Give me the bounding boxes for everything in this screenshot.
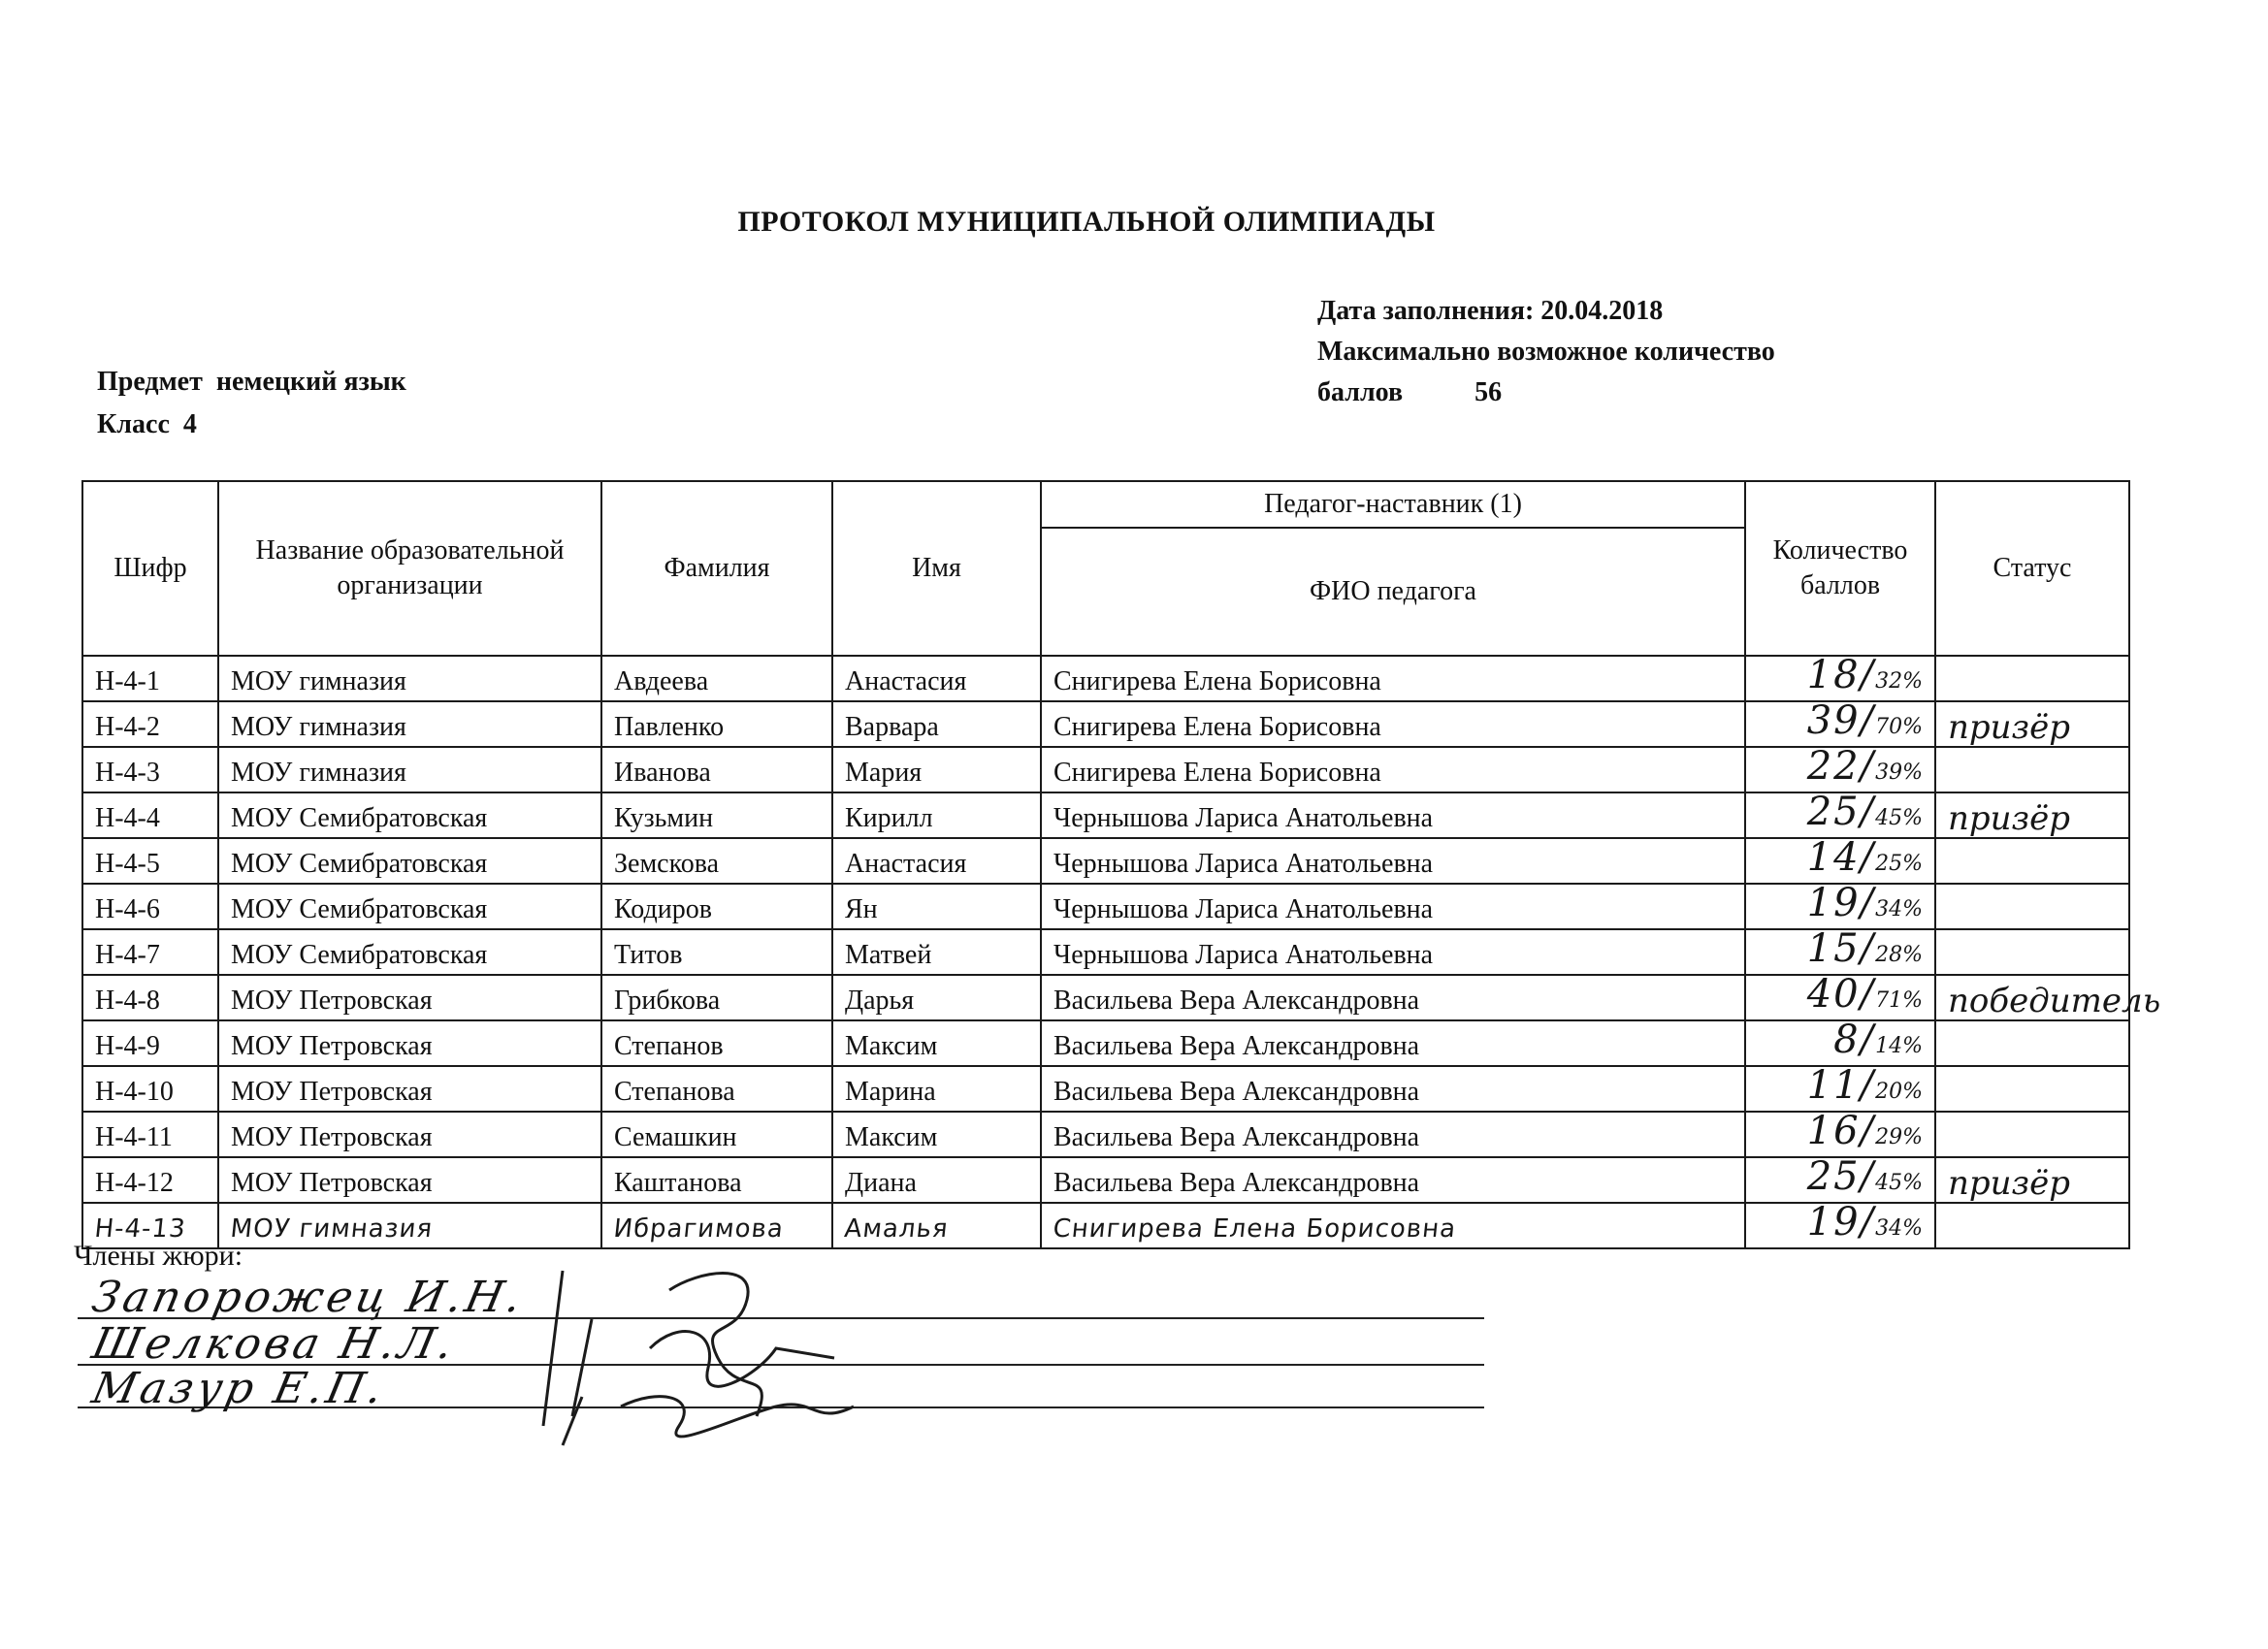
cell-score (1745, 1200, 1935, 1248)
cell-mentor: Снигирева Елена Борисовна (1041, 747, 1745, 792)
score-value: 8 (1833, 1018, 1861, 1062)
subject-label: Предмет (97, 367, 203, 397)
cell-status: призёр (1935, 792, 2129, 838)
cell-org: МОУ гимназия (218, 747, 601, 792)
jury-member-1: Запорожец И.Н. (87, 1273, 531, 1322)
score-percent: 70% (1875, 715, 1923, 739)
score-value: 25 (1806, 1154, 1861, 1199)
cell-surname: Земскова (601, 838, 832, 884)
cell-org: МОУ Семибратовская (218, 792, 601, 838)
score-separator: / (1860, 1200, 1876, 1245)
score-percent: 39% (1875, 760, 1923, 785)
score-value: 25 (1806, 790, 1861, 834)
cell-status: призёр (1935, 1157, 2129, 1203)
cell-surname: Кузьмин (601, 792, 832, 838)
cell-code: Н-4-6 (82, 884, 218, 929)
cell-surname: Степанова (601, 1066, 832, 1112)
score-value: 22 (1806, 744, 1861, 789)
max-points-label-line2: баллов (1317, 377, 1404, 407)
cell-code: Н-4-2 (82, 701, 218, 747)
cell-mentor: Снигирева Елена Борисовна (1041, 701, 1745, 747)
score-separator: / (1860, 653, 1876, 697)
cell-score (1745, 744, 1935, 792)
results-body (82, 653, 2161, 1248)
score-value: 14 (1806, 835, 1861, 880)
cell-name: Варвара (832, 701, 1041, 747)
cell-name: Максим (832, 1112, 1041, 1157)
score-separator: / (1860, 881, 1876, 925)
cell-code: Н-4-3 (82, 747, 218, 792)
score-percent: 28% (1875, 943, 1923, 967)
cell-code: Н-4-5 (82, 838, 218, 884)
table-row (82, 792, 2129, 838)
score-value: 19 (1806, 1200, 1861, 1245)
header-org: Название образовательной организации (218, 481, 601, 656)
cell-code: Н-4-8 (82, 975, 218, 1020)
cell-org: МОУ гимназия (216, 1203, 604, 1248)
cell-surname: Авдеева (601, 656, 832, 701)
cell-org: МОУ гимназия (218, 656, 601, 701)
grade-value: 4 (182, 409, 197, 439)
score-percent: 71% (1875, 988, 1923, 1013)
grade-label: Класс (97, 409, 170, 439)
cell-org: МОУ Петровская (218, 1157, 601, 1203)
header-mentor-group: Педагог-наставник (1) (1041, 481, 1745, 528)
cell-name: Дарья (832, 975, 1041, 1020)
cell-score (1745, 972, 1935, 1020)
score-separator: / (1860, 1063, 1876, 1108)
score-value: 19 (1806, 881, 1861, 925)
table-row (82, 975, 2129, 1020)
cell-code: Н-4-13 (81, 1203, 221, 1248)
subject (97, 361, 406, 404)
cell-status: призёр (1935, 701, 2129, 747)
cell-score (1745, 653, 1935, 701)
jury-signatures-icon (78, 1261, 1484, 1455)
header-name: Имя (832, 481, 1041, 656)
date-value: 20.04.2018 (1540, 296, 1664, 326)
score-separator: / (1860, 835, 1876, 880)
score-percent: 14% (1875, 1034, 1923, 1058)
cell-org: МОУ Петровская (218, 1066, 601, 1112)
score-percent: 45% (1875, 1171, 1923, 1195)
table-row (82, 929, 2129, 975)
cell-status (1935, 1066, 2129, 1112)
header-surname: Фамилия (601, 481, 832, 656)
cell-surname: Каштанова (601, 1157, 832, 1203)
results-table (81, 480, 2161, 1249)
cell-score (1745, 1020, 1935, 1066)
cell-score (1745, 1063, 1935, 1112)
meta-left (97, 361, 406, 446)
cell-code: Н-4-7 (82, 929, 218, 975)
score-value: 15 (1806, 926, 1861, 971)
score-separator: / (1860, 972, 1876, 1017)
score-value: 39 (1806, 698, 1861, 743)
cell-org: МОУ Семибратовская (218, 884, 601, 929)
score-value: 16 (1806, 1109, 1861, 1153)
cell-name: Диана (832, 1157, 1041, 1203)
cell-mentor: Васильева Вера Александровна (1041, 975, 1745, 1020)
score-percent: 29% (1875, 1125, 1923, 1149)
score-separator: / (1860, 1154, 1876, 1199)
header-status: Статус (1935, 481, 2129, 656)
score-value: 18 (1806, 653, 1861, 697)
score-percent: 34% (1875, 1216, 1923, 1241)
cell-mentor: Снигирева Елена Борисовна (1041, 656, 1745, 701)
cell-mentor: Чернышова Лариса Анатольевна (1041, 884, 1745, 929)
page-title: ПРОТОКОЛ МУНИЦИПАЛЬНОЙ ОЛИМПИАДЫ (737, 206, 1436, 238)
cell-mentor: Чернышова Лариса Анатольевна (1041, 929, 1745, 975)
cell-score (1745, 926, 1935, 975)
cell-surname: Кодиров (601, 884, 832, 929)
cell-mentor: Васильева Вера Александровна (1041, 1066, 1745, 1112)
score-value: 40 (1806, 972, 1861, 1017)
cell-status (1935, 1203, 2129, 1248)
score-separator: / (1860, 698, 1876, 743)
table-row (82, 1157, 2129, 1203)
cell-name: Ян (832, 884, 1041, 929)
jury-member-2: Шелкова Н.Л. (87, 1319, 462, 1369)
jury-label: Члены жюри: (74, 1240, 243, 1272)
table-row (82, 1203, 2129, 1248)
cell-score (1745, 1109, 1935, 1157)
cell-name: Анастасия (832, 656, 1041, 701)
table-row (82, 1066, 2129, 1112)
cell-mentor: Васильева Вера Александровна (1041, 1157, 1745, 1203)
score-separator: / (1860, 744, 1876, 789)
max-points-label-line1: Максимально возможное количество (1317, 337, 1775, 367)
table-row (82, 701, 2129, 747)
cell-status (1935, 1020, 2129, 1066)
date-label: Дата заполнения: (1317, 296, 1535, 326)
header-code: Шифр (82, 481, 218, 656)
cell-surname: Семашкин (601, 1112, 832, 1157)
subject-value: немецкий язык (215, 367, 406, 397)
table-row (82, 884, 2129, 929)
cell-name: Максим (832, 1020, 1041, 1066)
score-separator: / (1860, 1018, 1876, 1062)
jury-member-3: Мазур Е.П. (87, 1364, 391, 1413)
table-row (82, 1112, 2129, 1157)
cell-score (1745, 1154, 1935, 1203)
cell-mentor: Чернышова Лариса Анатольевна (1041, 792, 1745, 838)
cell-surname: Титов (601, 929, 832, 975)
cell-status (1935, 747, 2129, 792)
cell-status (1935, 1112, 2129, 1157)
cell-name: Марина (832, 1066, 1041, 1112)
cell-score (1745, 792, 1935, 838)
fill-date (1317, 291, 1775, 332)
max-points (1317, 372, 1775, 413)
cell-name: Кирилл (832, 792, 1041, 838)
cell-surname: Ибрагимова (599, 1203, 835, 1248)
cell-org: МОУ гимназия (218, 701, 601, 747)
cell-mentor: Снигирева Елена Борисовна (1039, 1203, 1748, 1248)
header-score: Количество баллов (1745, 481, 1935, 656)
score-percent: 34% (1875, 897, 1923, 922)
cell-name: Амалья (830, 1203, 1044, 1248)
cell-score (1745, 698, 1935, 747)
cell-code: Н-4-12 (82, 1157, 218, 1203)
cell-code: Н-4-10 (82, 1066, 218, 1112)
cell-surname: Павленко (601, 701, 832, 747)
score-value: 11 (1806, 1063, 1861, 1108)
cell-code: Н-4-4 (82, 792, 218, 838)
cell-status (1935, 838, 2129, 884)
cell-score (1745, 835, 1935, 884)
cell-status (1935, 656, 2129, 701)
score-percent: 45% (1875, 806, 1923, 830)
max-points-value: 56 (1474, 377, 1503, 407)
cell-code: Н-4-11 (82, 1112, 218, 1157)
cell-org: МОУ Петровская (218, 1020, 601, 1066)
cell-mentor: Чернышова Лариса Анатольевна (1041, 838, 1745, 884)
cell-org: МОУ Семибратовская (218, 929, 601, 975)
table-row (82, 1020, 2129, 1066)
table-row (82, 747, 2129, 792)
cell-score (1745, 881, 1935, 929)
cell-surname: Иванова (601, 747, 832, 792)
score-separator: / (1860, 926, 1876, 971)
cell-mentor: Васильева Вера Александровна (1041, 1112, 1745, 1157)
cell-name: Матвей (832, 929, 1041, 975)
cell-status (1935, 884, 2129, 929)
cell-name: Мария (832, 747, 1041, 792)
cell-code: Н-4-1 (82, 656, 218, 701)
cell-status: победитель (1935, 975, 2129, 1020)
cell-surname: Грибкова (601, 975, 832, 1020)
score-percent: 25% (1875, 852, 1923, 876)
grade (97, 404, 406, 446)
score-percent: 32% (1875, 669, 1923, 694)
score-separator: / (1860, 1109, 1876, 1153)
cell-org: МОУ Петровская (218, 1112, 601, 1157)
cell-name: Анастасия (832, 838, 1041, 884)
cell-status (1935, 929, 2129, 975)
score-separator: / (1860, 790, 1876, 834)
cell-surname: Степанов (601, 1020, 832, 1066)
score-percent: 20% (1875, 1080, 1923, 1104)
cell-mentor: Васильева Вера Александровна (1041, 1020, 1745, 1066)
table-row (82, 838, 2129, 884)
meta-right (1317, 291, 1775, 413)
header-mentor: ФИО педагога (1041, 528, 1745, 656)
cell-code: Н-4-9 (82, 1020, 218, 1066)
cell-org: МОУ Семибратовская (218, 838, 601, 884)
table-row (82, 656, 2129, 701)
cell-org: МОУ Петровская (218, 975, 601, 1020)
